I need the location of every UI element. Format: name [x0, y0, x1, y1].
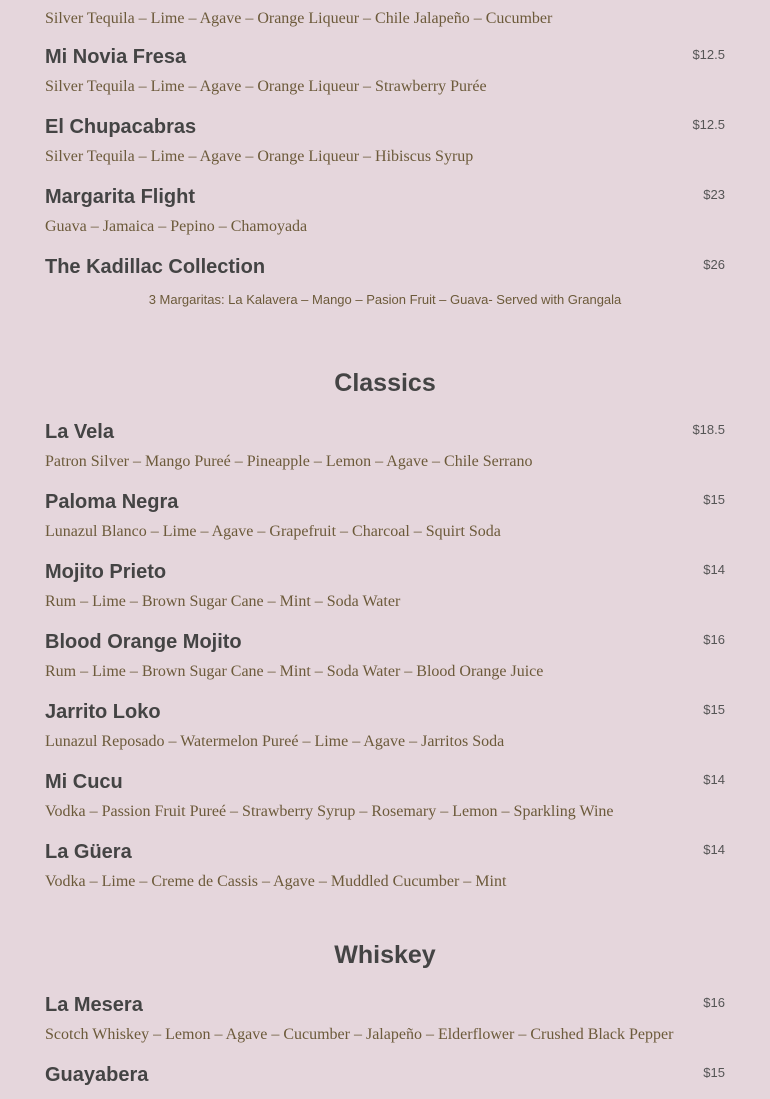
item-description: Silver Tequila – Lime – Agave – Orange Liqueur – Chile Jalapeño – Cucumber [45, 10, 553, 27]
menu-item [45, 420, 725, 480]
item-description: Lunazul Blanco – Lime – Agave – Grapefruit – Charcoal – Squirt Soda [45, 523, 501, 540]
item-description: Guava – Jamaica – Pepino – Chamoyada [45, 218, 308, 235]
item-price: $12.5 [692, 47, 725, 62]
item-description: Patron Silver – Mango Pureé – Pineapple – Lemon – Agave – Chile Serrano [45, 453, 533, 470]
item-price: $18.5 [692, 422, 725, 437]
item-name: Blood Orange Mojito [45, 631, 242, 653]
item-price: $16 [703, 995, 725, 1010]
item-price: $15 [703, 702, 725, 717]
menu-item [45, 490, 725, 550]
item-price: $14 [703, 562, 725, 577]
item-name: Mi Novia Fresa [45, 46, 187, 68]
item-description: Vodka – Lime – Creme de Cassis – Agave – Muddled Cucumber – Mint [45, 873, 507, 890]
item-price: $15 [703, 1065, 725, 1080]
item-name: La Güera [45, 841, 132, 863]
item-price: $14 [703, 842, 725, 857]
item-description: Scotch Whiskey – Lemon – Agave – Cucumber – Jalapeño – Elderflower – Crushed Black Pepper [45, 1026, 674, 1043]
item-name: Mojito Prieto [45, 561, 167, 583]
menu-item [45, 185, 725, 245]
section-title-whiskey: Whiskey [334, 941, 436, 969]
item-name: Guayabera [45, 1064, 149, 1086]
menu-item [45, 993, 725, 1053]
menu-item [45, 700, 725, 760]
item-price: $16 [703, 632, 725, 647]
item-name: La Vela [45, 421, 114, 443]
item-description: Silver Tequila – Lime – Agave – Orange Liqueur – Hibiscus Syrup [45, 148, 474, 165]
menu-item [45, 115, 725, 175]
item-description: Rum – Lime – Brown Sugar Cane – Mint – Soda Water [45, 593, 401, 610]
item-price: $14 [703, 772, 725, 787]
item-price: $23 [703, 187, 725, 202]
item-description: Lunazul Reposado – Watermelon Pureé – Lime – Agave – Jarritos Soda [45, 733, 505, 750]
item-description: Vodka – Passion Fruit Pureé – Strawberry Syrup – Rosemary – Lemon – Sparkling Wine [45, 803, 614, 820]
menu-item [45, 630, 725, 690]
item-name: La Mesera [45, 994, 143, 1016]
item-name: The Kadillac Collection [45, 256, 266, 278]
item-description: Rum – Lime – Brown Sugar Cane – Mint – Soda Water – Blood Orange Juice [45, 663, 544, 680]
item-name: Jarrito Loko [45, 701, 161, 723]
menu-item [45, 45, 725, 105]
item-name: El Chupacabras [45, 116, 197, 138]
section-title-classics: Classics [334, 369, 436, 397]
menu-item [45, 770, 725, 830]
item-name: Margarita Flight [45, 186, 196, 208]
item-price: $26 [703, 257, 725, 272]
item-note: 3 Margaritas: La Kalavera – Mango – Pasion Fruit – Guava- Served with Grangala [148, 292, 622, 307]
menu-item [45, 255, 725, 285]
item-name: Mi Cucu [45, 771, 123, 793]
item-price: $12.5 [692, 117, 725, 132]
item-name: Paloma Negra [45, 491, 179, 513]
menu-item [45, 1063, 725, 1093]
item-description: Silver Tequila – Lime – Agave – Orange Liqueur – Strawberry Purée [45, 78, 487, 95]
menu-item [45, 560, 725, 620]
item-price: $15 [703, 492, 725, 507]
menu-item [45, 840, 725, 900]
